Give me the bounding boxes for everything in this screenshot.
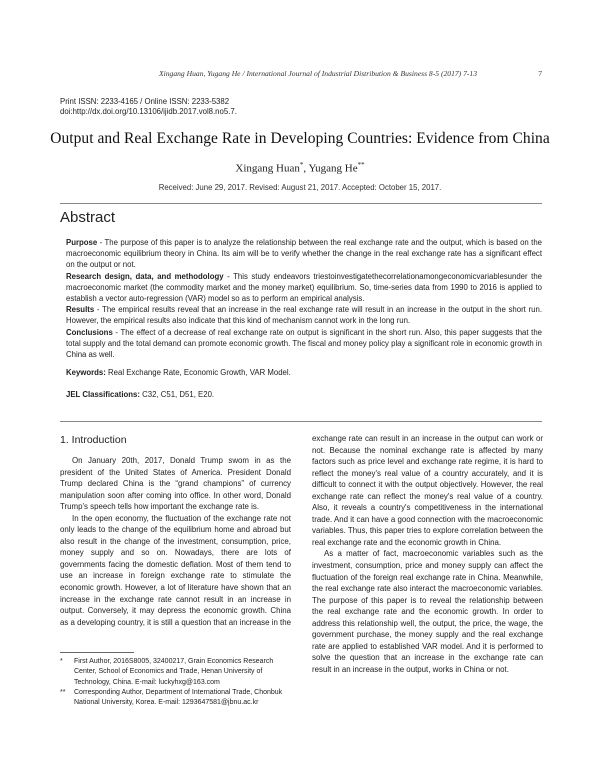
abstract-conclusions <box>66 327 542 361</box>
right-column <box>312 433 543 675</box>
author-name: Yugang He <box>308 162 358 175</box>
abstract-heading: Abstract <box>60 209 116 226</box>
footnote-text: Corresponding Author, Department of International Trade, Chonbuk National University, Korea. E-mail: 1293647581@jbnu.ac.kr <box>74 688 283 707</box>
conclusions-label: Conclusions <box>66 327 113 337</box>
author-mark: * <box>299 161 304 169</box>
paper-title: Output and Real Exchange Rate in Developing Countries: Evidence from China <box>50 130 550 147</box>
footnote-mark: * <box>60 658 63 665</box>
footnotes <box>60 657 291 708</box>
paragraph: As a matter of fact, macroeconomic variables such as the investment, consumption, price and money supply can affect the fluctuation of the foreign real exchange rate in China. Meanwhile, the real exchange rate also interact the macroeconomic variables. The purpose of this paper is to reveal the relationship between the real exchange rate and the economic growth. In order to address this relationship well, the output, the price, the wage, the government purchase, the money supply and the real exchange rate are applied to established VAR model. And it is performed to solve the question that an increase in the exchange rate can result in an increase in the output, works in China or not. <box>312 549 543 674</box>
abstract-research-design <box>66 271 542 305</box>
page-number: 7 <box>538 69 542 78</box>
running-head-text: Xingang Huan, Yugang He / International Journal of Industrial Distribution & Business 8-5 (2017) 7-13 <box>158 69 478 78</box>
footnote-corresponding-author <box>60 688 291 709</box>
issn-block <box>60 97 237 117</box>
keywords <box>66 367 542 378</box>
keywords-text: Real Exchange Rate, Economic Growth, VAR Model. <box>105 368 291 377</box>
conclusions-text: - The effect of a decrease of real exchange rate on output is significant in the short run. Also, this paper suggests that the total supply and the total demand can promote economic growth. The fiscal and money policy play a significant role in economic growth in China as well. <box>66 327 542 360</box>
footnote-text: First Author, 2016S8005, 32400217, Grain Economics Research Center, School of Economics and Trade, Henan University of Technology, China. E-mail: luckyhxg@163.com <box>74 658 274 686</box>
jel-text: C32, C51, D51, E20. <box>139 390 215 399</box>
jel-label: JEL Classifications: <box>66 390 140 399</box>
issn-line: Print ISSN: 2233-4165 / Online ISSN: 2233-5382 <box>60 97 230 106</box>
author-list <box>0 161 600 175</box>
paragraph: In the open economy, the fluctuation of the exchange rate not only leads to the change of the equilibrium home and abroad but also result in the change of the investment, consumption, price, money supply and so on. Nowadays, there are lots of governments facing the domestic deflation. Most of them tend to use an increase in foreign exchange rate to stimulate the economic growth. However, a lot of literature have shown that an increase in the exchange rate cannot result in an increase in output. Conversely, it may depress the economic growth. China as a developing country, it is still a question that an increase in the <box>60 513 292 627</box>
results-label: Results <box>66 305 95 315</box>
footnote-first-author <box>60 657 291 688</box>
keywords-label: Keywords: <box>66 368 106 377</box>
research-text: - This study endeavors triestoinvestigatethecorrelationamongeconomicvariablesunder the macroeconomic market (the commodity market and the money market) equilibrium. So, time-series data from 1990 to 2016 is applied to establish a vector auto-regression (VAR) model so as to perform an empirical analysis. <box>66 271 542 304</box>
doi-line: doi:http://dx.doi.org/10.13106/ijidb.2017.vol8.no5.7. <box>60 107 237 116</box>
footnote-mark: ** <box>60 688 66 696</box>
abstract-body <box>66 237 542 360</box>
footnote-rule <box>60 652 134 653</box>
abstract-top-rule <box>60 203 542 204</box>
research-label: Research design, data, and methodology <box>66 271 224 281</box>
abstract-purpose <box>66 237 542 271</box>
author-mark: ** <box>357 161 365 169</box>
abstract-bottom-rule <box>60 421 542 422</box>
paragraph: exchange rate can result in an increase in the output can work or not. Because the nominal exchange rate is affected by many factors such as price level and exchange rate regime, it is hard to reflect the money's real value of a country accurately, and it is difficult to connect it with the output objectively. However, the real exchange rate can reflect the money's real value of a country. Also, it reveals a country's competitiveness in the international trade. And it can have a good connection with the macroeconomic variables. Thus, this paper tries to explore correlation between the real exchange rate and the economic growth in China. <box>312 434 543 547</box>
jel-classifications <box>66 389 542 400</box>
abstract-results <box>66 304 542 326</box>
purpose-label: Purpose <box>66 238 98 247</box>
author-name: Xingang Huan <box>235 162 300 175</box>
section-heading-introduction: 1. Introduction <box>60 434 127 446</box>
paragraph: On January 20th, 2017, Donald Trump swom in as the president of the United States of America. President Donald Trump declared China is the “grand champions” of currency manipulation soon after coming into office. In other word, Donald Trump's speech tells how important the exchange rate is. <box>60 456 291 512</box>
results-text: - The empirical results reveal that an increase in the real exchange rate will result in an increase in the output in the short run. However, the empirical results also indicate that this kind of mechanism cannot work in the long run. <box>66 305 542 326</box>
left-column <box>60 455 291 628</box>
author-separator: , <box>303 162 309 175</box>
submission-dates: Received: June 29, 2017. Revised: August 21, 2017. Accepted: October 15, 2017. <box>158 183 442 192</box>
purpose-text: - The purpose of this paper is to analyze the relationship between the real exchange rate and the output, which is based on the macroeconomic equilibrium theory in China. Its aim will be to verify whether the change in the real exchange rate has a significant effect on the output or not. <box>66 238 542 270</box>
